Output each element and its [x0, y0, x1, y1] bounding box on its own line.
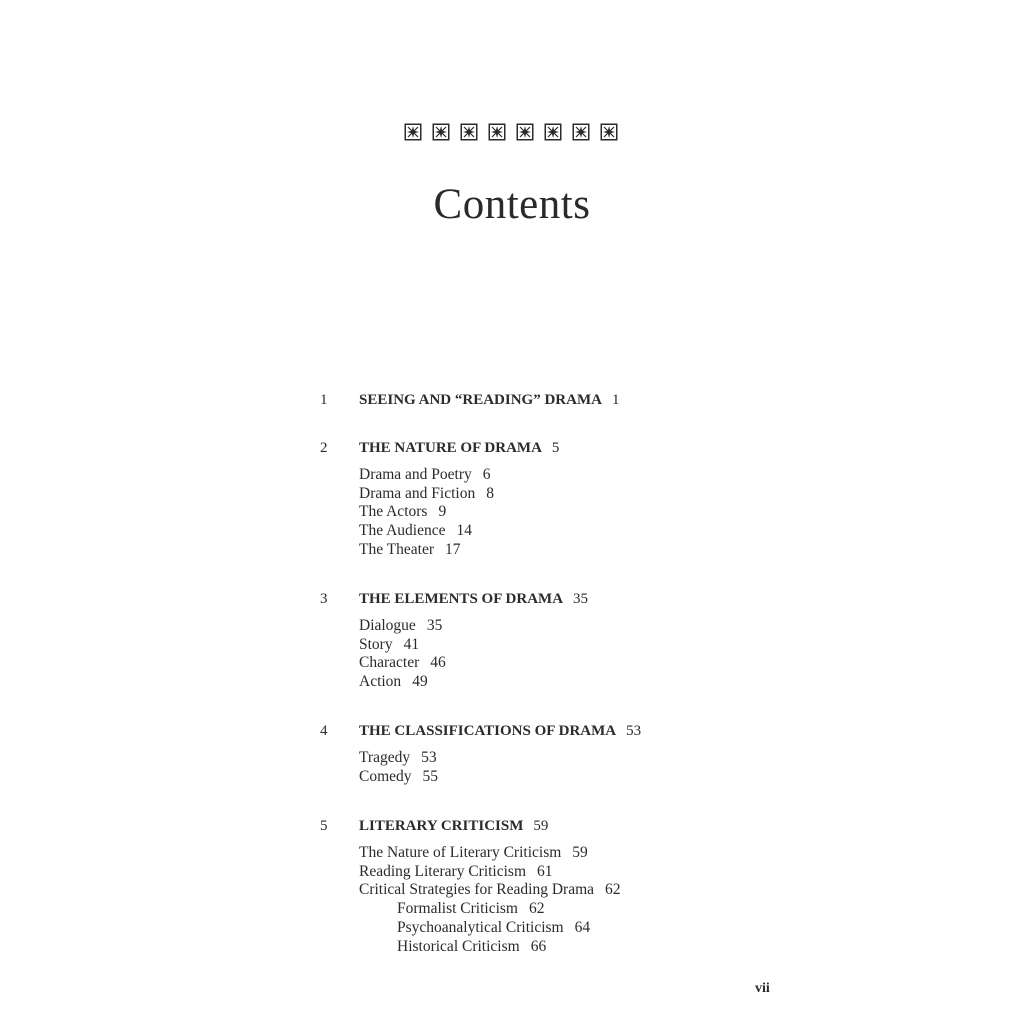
section-title: Historical Criticism	[397, 937, 520, 955]
section-page-number: 53	[421, 749, 437, 766]
ornament-row	[404, 123, 618, 141]
chapter-page-number: 53	[626, 723, 642, 739]
section-page-number: 46	[430, 654, 446, 672]
section-entry[interactable]	[359, 844, 621, 863]
section-title: Dialogue	[359, 617, 416, 634]
ornament-icon	[432, 123, 450, 141]
chapter-page-number: 1	[611, 392, 620, 408]
section-title: The Actors	[359, 503, 428, 521]
chapter-number: 1	[320, 392, 328, 408]
section-page-number: 49	[412, 673, 428, 691]
chapter-title-text: LITERARY CRITICISM	[359, 818, 524, 834]
page-folio: vii	[755, 981, 770, 996]
ornament-icon	[488, 123, 506, 141]
section-entry[interactable]	[359, 749, 438, 768]
section-page-number: 35	[426, 617, 443, 634]
section-page-number: 62	[529, 900, 545, 918]
section-entry[interactable]	[359, 522, 494, 541]
section-list	[359, 466, 494, 560]
section-entry[interactable]	[359, 503, 494, 522]
section-page-number: 59	[572, 844, 588, 861]
chapter-title-text: SEEING AND “READING” DRAMA	[359, 392, 602, 408]
section-list	[359, 617, 446, 692]
chapter-page-number: 59	[533, 818, 549, 834]
subsection-entry[interactable]	[359, 919, 621, 938]
chapter-title-text: THE NATURE OF DRAMA	[359, 440, 542, 456]
ornament-icon	[516, 123, 534, 141]
chapter-page-number: 5	[551, 440, 560, 456]
ornament-icon	[544, 123, 562, 141]
ornament-icon	[600, 123, 618, 141]
section-page-number: 17	[445, 540, 461, 558]
section-page-number: 61	[537, 862, 553, 880]
chapter-page-number: 35	[573, 591, 589, 607]
section-title: The Audience	[359, 522, 446, 540]
subsection-entry[interactable]	[359, 900, 621, 919]
ornament-icon	[460, 123, 478, 141]
section-title: Action	[359, 673, 402, 691]
section-title: Character	[359, 654, 420, 672]
chapter-title[interactable]	[359, 589, 588, 609]
ornament-icon	[572, 123, 590, 141]
chapter-title-text: THE CLASSIFICATIONS OF DRAMA	[359, 723, 617, 739]
section-page-number: 62	[605, 881, 621, 899]
chapter-number: 3	[320, 591, 328, 607]
chapter-number: 5	[320, 818, 328, 834]
section-entry[interactable]	[359, 466, 494, 485]
section-title: Drama and Fiction	[359, 484, 476, 502]
section-page-number: 55	[422, 767, 439, 785]
section-entry[interactable]	[359, 617, 446, 636]
section-entry[interactable]	[359, 768, 438, 787]
section-page-number: 9	[438, 503, 447, 521]
section-title: Formalist Criticism	[397, 900, 518, 918]
section-page-number: 41	[403, 635, 420, 653]
chapter-number: 2	[320, 440, 328, 456]
chapter-title[interactable]	[359, 438, 559, 458]
chapter-title[interactable]	[359, 390, 619, 410]
section-page-number: 64	[574, 918, 591, 936]
chapter-title-text: THE ELEMENTS OF DRAMA	[359, 591, 564, 607]
section-title: Psychoanalytical Criticism	[397, 918, 564, 936]
section-entry[interactable]	[359, 673, 446, 692]
section-entry[interactable]	[359, 863, 621, 882]
section-entry[interactable]	[359, 541, 494, 560]
section-title: The Theater	[359, 540, 435, 558]
section-entry[interactable]	[359, 881, 621, 900]
section-entry[interactable]	[359, 485, 494, 504]
section-title: The Nature of Literary Criticism	[359, 844, 562, 861]
section-title: Tragedy	[359, 749, 411, 766]
subsection-entry[interactable]	[359, 938, 621, 957]
ornament-icon	[404, 123, 422, 141]
section-title: Comedy	[359, 767, 412, 785]
chapter-number: 4	[320, 723, 328, 739]
chapter-title[interactable]	[359, 721, 641, 741]
section-page-number: 66	[530, 937, 547, 955]
page-title: Contents	[433, 181, 591, 228]
section-title: Critical Strategies for Reading Drama	[359, 881, 595, 899]
section-entry[interactable]	[359, 654, 446, 673]
section-page-number: 6	[482, 466, 491, 483]
section-list	[359, 844, 621, 956]
section-title: Drama and Poetry	[359, 466, 472, 483]
section-title: Reading Literary Criticism	[359, 862, 527, 880]
section-list	[359, 749, 438, 786]
section-entry[interactable]	[359, 636, 446, 655]
section-page-number: 14	[456, 522, 473, 540]
section-page-number: 8	[486, 484, 494, 502]
section-title: Story	[359, 635, 393, 653]
chapter-title[interactable]	[359, 816, 548, 836]
